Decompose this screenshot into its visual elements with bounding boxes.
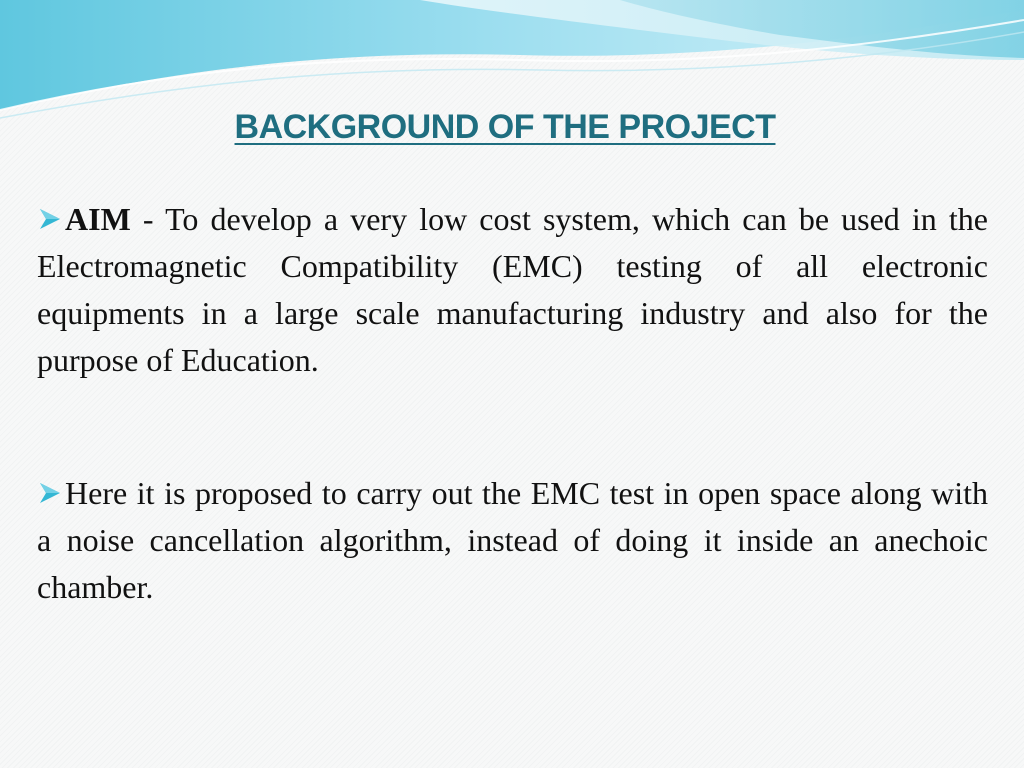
bullet-proposal-text: Here it is proposed to carry out the EMC test in open space along with a noise cancellation algorithm, instead of doing it inside an anechoic chamber. <box>37 475 988 605</box>
bullet-aim <box>37 196 988 384</box>
arrow-bullet-icon <box>37 206 63 232</box>
arrow-bullet-icon <box>37 480 63 506</box>
slide-title <box>0 108 1010 147</box>
bullet-aim-text: - To develop a very low cost system, which can be used in the Electromagnetic Compatibility (EMC) testing of all electronic equipments in a large scale manufacturing industry and also for the purpose of Education. <box>37 201 988 378</box>
bullet-aim-lead: AIM <box>65 201 131 237</box>
bullet-proposal <box>37 470 988 611</box>
slide-title-text: BACKGROUND OF THE PROJECT <box>234 108 776 146</box>
